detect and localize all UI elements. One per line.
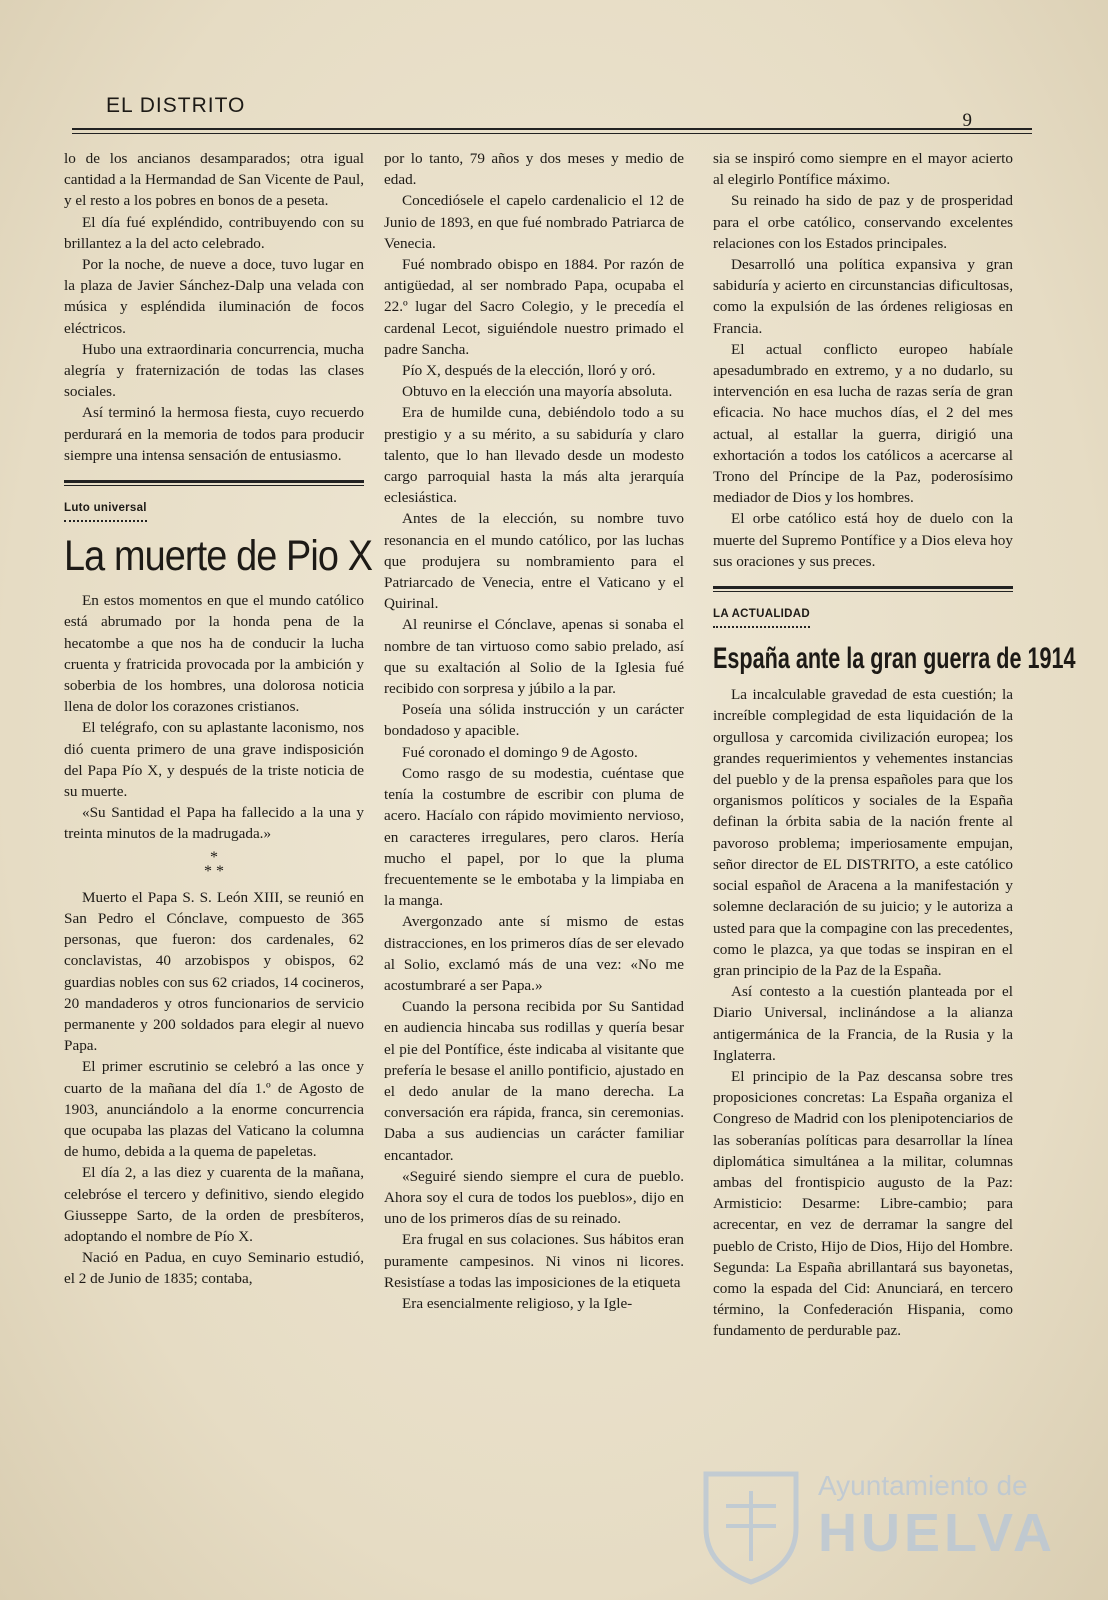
paragraph: Por la noche, de nueve a doce, tuvo lugar en la plaza de Javier Sánchez-Dalp una velada con música y espléndida iluminación de focos eléctricos. — [64, 256, 364, 337]
paragraph: Era de humilde cuna, debiéndolo todo a su prestigio y a su mérito, a su sabiduría y claro talento, que lo han llevado desde un modesto cargo parroquial hasta la más alta jerarquía eclesiástica. — [384, 404, 684, 507]
paragraph: Desarrolló una política expansiva y gran sabiduría y acierto en circunstancias dificultosas, como la expulsión de las órdenes religiosas en Francia. — [713, 256, 1013, 337]
paragraph: El día fué expléndido, contribuyendo con su brillantez a la del acto celebrado. — [64, 213, 364, 252]
masthead-rule-thin — [72, 133, 1032, 134]
column-3 — [713, 148, 1076, 1342]
paragraph: El principio de la Paz descansa sobre tres proposiciones concretas: La España organiza el Congreso de Madrid con los plenipotenciarios de las soberanías políticas para desarrollar la línea diplomática simultánea a la militar, columnas ambas del frontispicio augusto de la Paz: Armisticio: Desarme: Libre-cambio; para acrecentar, en vez de derramar la sangre del pueblo de Cristo, Hijo de Dios, Hijo del Hombre. Segunda: La España abrillantará sus bayonetas, como la espada del Cid: Anunciará, en tercero término, la Confederación Hispania, como fundamento de perdurable paz. — [713, 1067, 1013, 1340]
paragraph: Así contesto a la cuestión planteada por el Diario Universal, inclinándose a la alianza antigermánica de la Francia, de la Rusia y la Inglaterra. — [713, 983, 1013, 1064]
paragraph: El orbe católico está hoy de duelo con la muerte del Supremo Pontífice y a Dios eleva hoy sus oraciones y sus preces. — [713, 510, 1013, 570]
section-divider-thin — [64, 485, 364, 486]
paragraph: Su reinado ha sido de paz y de prosperidad para el orbe católico, conservando excelentes relaciones con los Estados principales. — [713, 192, 1013, 252]
page-number: 9 — [962, 110, 972, 131]
asterism-top: * — [210, 848, 218, 866]
paragraph: La incalculable gravedad de esta cuestión; la increíble complegidad de esta liquidación de la orgullosa y carcomida civilización europea; los grandes requerimientos y vehementes instancias del pueblo y de la prensa españoles para que los organismos políticos y sociales de la España definan la órbita sabia de la nación frente al pavoroso problema; imperiosamente empujan, señor director de EL DISTRITO, a este católico social español de Aracena a la manifestación y solemne declaración de su juicio; y le autoriza a usted para que la compagine con las precedentes, como le plazca, ya que todas se inspiran en el gran principio de la Paz de la España. — [713, 686, 1013, 979]
paragraph: Era esencialmente religioso, y la Igle- — [402, 1294, 633, 1312]
paragraph: Hubo una extraordinaria concurrencia, mucha alegría y fraternización de todas las clases sociales. — [64, 340, 364, 401]
paragraph: Concediósele el capelo cardenalicio el 12 de Junio de 1893, en que fué nombrado Patriarca de Venecia. — [384, 192, 684, 252]
paragraph: Pío X, después de la elección, lloró y oró. — [402, 362, 656, 380]
paragraph: Poseía una sólida instrucción y un carácter bondadoso y apacible. — [384, 701, 684, 740]
headline-espana-guerra: España ante la gran guerra de 1914 — [713, 642, 1076, 676]
paragraph: Era frugal en sus colaciones. Sus hábitos eran puramente campesinos. Ni vinos ni licores. Resistíase a todas las imposiciones de la etiqueta — [384, 1231, 684, 1291]
newspaper-name: EL DISTRITO — [106, 94, 246, 117]
paragraph: Como rasgo de su modestia, cuéntase que tenía la costumbre de escribir con pluma de acero. Hacíalo con rápido movimiento nervioso, en caracteres irregulares, pero claros. Hería mucho el papel, por lo que la pluma frecuentemente se le embotaba y la limpiaba en la manga. — [384, 764, 684, 910]
headline-muerte-pio-x: La muerte de Pio X — [64, 532, 373, 581]
column-1 — [64, 148, 373, 1290]
section-label-actualidad: LA ACTUALIDAD — [713, 604, 810, 628]
paragraph: En estos momentos en que el mundo católico está abrumado por la honda pena de la hecatombe a que nos ha de conducir la lucha cruenta y fratricida provocada por la ambición y soberbia de los hombres, una dolorosa noticia llena de dolor los corazones cristianos. — [64, 592, 364, 716]
paragraph: por lo tanto, 79 años y dos meses y medio de edad. — [384, 150, 684, 189]
paragraph: «Su Santidad el Papa ha fallecido a la una y treinta minutos de la madrugada.» — [64, 804, 364, 843]
paragraph: El actual conflicto europeo habíale apesadumbrado en extremo, y a no dudarlo, su intervención en esa lucha de razas sería de gran eficacia. No hace muchos días, el 2 del mes actual, al estallar la guerra, dirigió una exhortación a todos los católicos a acercarse al Trono del Príncipe de la Paz, poderosísimo mediador de Dios y los hombres. — [713, 340, 1013, 507]
column-2 — [384, 148, 684, 1314]
paragraph: Muerto el Papa S. S. León XIII, se reunió en San Pedro el Cónclave, compuesto de 365 personas, que fueron: dos cardenales, 62 conclavistas, 40 arzobispos y obispos, 62 guardias nobles con sus 62 criados, 14 cocineros, 20 mandaderos y otros funcionarios de servicio permanente y 200 soldados para elegir al nuevo Papa. — [64, 888, 364, 1055]
paragraph: Obtuvo en la elección una mayoría absoluta. — [402, 383, 673, 401]
paragraph: Fué nombrado obispo en 1884. Por razón de antigüedad, al ser nombrado Papa, ocupaba el 22.º lugar del Sacro Colegio, y le precedía el cardenal Lecot, siguiéndole nuestro primado el padre Sancha. — [384, 256, 684, 358]
archive-watermark — [696, 1466, 1056, 1586]
paragraph: sia se inspiró como siempre en el mayor acierto al elegirlo Pontífice máximo. — [713, 150, 1013, 189]
masthead-rule — [72, 128, 1032, 130]
watermark-line1: Ayuntamiento de — [818, 1470, 1028, 1501]
watermark-line2: HUELVA — [818, 1503, 1056, 1563]
paragraph: Fué coronado el domingo 9 de Agosto. — [402, 743, 638, 761]
section-divider — [713, 586, 1013, 589]
paragraph: El telégrafo, con su aplastante laconismo, nos dió cuenta primero de una grave indisposición del Papa Pío X, y después de la triste noticia de su muerte. — [64, 719, 364, 801]
paragraph: Nació en Padua, en cuyo Seminario estudió, el 2 de Junio de 1835; contaba, — [64, 1249, 364, 1288]
paragraph: Cuando la persona recibida por Su Santidad en audiencia hincaba sus rodillas y quería besar el pie del Pontífice, éste indicaba al visitante que prefería le besase el anillo pontificio, ajustado en el dedo anular de la mano derecha. La conversación era rápida, franca, sin ceremonias. Daba a sus audiencias un carácter familiar encantador. — [384, 998, 684, 1164]
section-divider-thin — [713, 591, 1013, 592]
section-label-luto: Luto universal — [64, 498, 147, 522]
paragraph: lo de los ancianos desamparados; otra igual cantidad a la Hermandad de San Vicente de Paul, y el resto a los pobres en bonos de a peseta. — [64, 150, 364, 210]
masthead — [72, 92, 1032, 144]
paragraph: Al reunirse el Cónclave, apenas si sonaba el nombre de tan virtuoso como sabio prelado, así que su exaltación al Solio de la Iglesia fué recibido con sorpresa y júbilo a la par. — [384, 616, 684, 698]
paragraph: Avergonzado ante sí mismo de estas distracciones, en los primeros días de ser elevado al Solio, exclamó más de una vez: «No me acostumbraré a ser Papa.» — [384, 913, 684, 994]
paragraph: El primer escrutinio se celebró a las once y cuarto de la mañana del día 1.º de Agosto de 1903, anunciándolo a la enorme concurrencia que ocupaba las plazas del Vaticano la columna de humo, debida a la quema de papeletas. — [64, 1058, 364, 1161]
paragraph: El día 2, a las diez y cuarenta de la mañana, celebróse el tercero y definitivo, siendo elegido Giusseppe Sarto, de la orden de presbíteros, adoptando el nombre de Pío X. — [64, 1164, 364, 1245]
shield-icon — [696, 1466, 806, 1586]
paragraph: Así terminó la hermosa fiesta, cuyo recuerdo perdurará en la memoria de todos para producir siempre una intensa sensación de entusiasmo. — [64, 404, 364, 464]
paragraph: «Seguiré siendo siempre el cura de pueblo. Ahora soy el cura de todos los pueblos», dijo en uno de los primeros días de su reinado. — [384, 1167, 684, 1228]
asterism — [64, 848, 364, 880]
paragraph: Antes de la elección, su nombre tuvo resonancia en el mundo católico, por las luchas que produjera su nombramiento para el Patriarcado de Venecia, entre el Vaticano y el Quirinal. — [384, 510, 684, 613]
asterism-bottom: * * — [204, 862, 224, 880]
section-divider — [64, 480, 364, 483]
